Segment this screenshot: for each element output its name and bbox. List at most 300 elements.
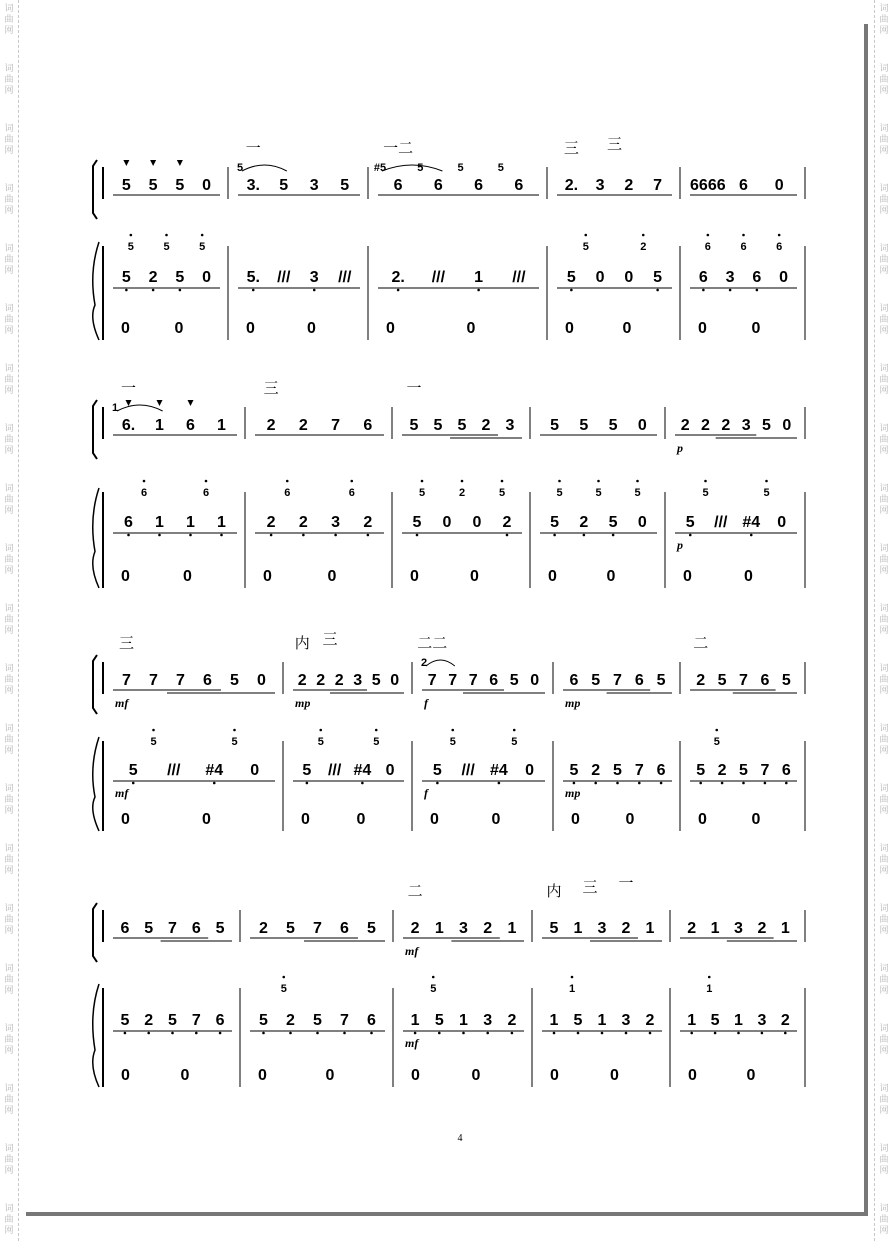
watermark-text: 词 曲 网 [879,484,889,516]
accomp-upper-note: 5 [418,487,426,499]
watermark-text: 词 曲 网 [879,184,889,216]
octave-dot-below [785,782,788,785]
melody-note: 6 [203,672,212,689]
page-number: 4 [457,1133,463,1144]
octave-dot-below [553,1032,556,1035]
accomp-middle-note: /// [461,762,475,779]
accomp-middle-note: 0 [595,269,605,286]
accomp-upper-note: 5 [702,487,709,499]
grace-note: 5 [457,162,464,174]
dynamic-marking: mp [565,786,581,800]
melody-note: 2 [757,920,767,937]
melody-note: 3 [741,417,751,434]
octave-dot-below [124,1032,127,1035]
accomp-middle-note: 5 [608,514,618,531]
fingering-mark: 三 [263,380,279,397]
melody-note: 5 [279,177,289,194]
melody-bracket [93,655,97,714]
accomp-middle-note: 1 [410,1012,420,1029]
accent-dot [205,480,208,483]
accent-dot [152,729,155,732]
melody-note: 3 [459,920,468,937]
accomp-middle-note: 7 [760,762,770,779]
accomp-middle-note: 5 [168,1012,177,1029]
fingering-mark: 二 [693,635,709,652]
melody-note: 2 [298,417,308,434]
octave-dot-below [601,1032,604,1035]
melody-note: 0 [530,672,540,689]
octave-dot-below [477,289,480,292]
watermark-text: 词 曲 网 [879,1204,889,1236]
accomp-lower-note: 0 [411,1067,420,1084]
octave-dot-below [750,534,753,537]
accomp-lower-note: 0 [325,1067,335,1084]
dynamic-marking: p [677,538,683,552]
melody-note: 5 [762,417,771,434]
accomp-middle-note: 5 [739,762,748,779]
watermark-text: 词 曲 网 [4,1204,14,1236]
accomp-upper-note: 6 [348,487,355,499]
melody-note: 5 [656,672,666,689]
watermark-text: 词 曲 网 [4,124,14,156]
watermark-text: 词 曲 网 [879,364,889,396]
watermark-text: 词 曲 网 [4,844,14,876]
accomp-middle-note: 3 [757,1012,767,1029]
accent-dot [461,480,464,483]
melody-bracket [93,160,97,219]
accomp-middle-note: 5 [434,1012,444,1029]
accomp-middle-note: 5 [120,1012,130,1029]
accomp-middle-note: 5 [128,762,138,779]
accent-dot [451,729,454,732]
melody-note: 1 [780,920,790,937]
octave-dot-below [570,289,573,292]
octave-dot-below [577,1032,580,1035]
accomp-lower-note: 0 [121,568,130,585]
melody-note: 6 [739,177,748,194]
melody-note: 2 [680,417,690,434]
octave-dot-below [553,534,556,537]
accomp-middle-note: 0 [385,762,395,779]
accomp-lower-note: 0 [746,1067,756,1084]
accomp-middle-note: 3 [483,1012,493,1029]
melody-note: 6 [186,417,195,434]
octave-dot-below [289,1032,292,1035]
watermark-text: 词 曲 网 [4,364,14,396]
melody-note: 5 [371,672,381,689]
accent-dot [130,234,133,237]
accomp-middle-note: 0 [624,269,634,286]
watermark-text: 词 曲 网 [4,424,14,456]
melody-note: 0 [257,672,266,689]
accent-dot [708,976,711,979]
accent-dot [201,234,204,237]
watermark-text: 词 曲 网 [879,1024,889,1056]
accomp-upper-note: 5 [511,736,518,748]
accent-dot [513,729,516,732]
melody-note: 1 [710,920,720,937]
melody-note: 6 [514,177,524,194]
watermark-text: 词 曲 网 [879,1144,889,1176]
watermark-text: 词 曲 网 [4,1084,14,1116]
melody-note: 2 [410,920,420,937]
melody-note: 5 [591,672,601,689]
slur [242,165,287,171]
melody-note: 6 [760,672,770,689]
fingering-mark: 内 [546,883,562,900]
accomp-middle-note: 5 [566,269,576,286]
octave-dot-below [511,1032,514,1035]
melody-note: 5 [148,177,158,194]
watermark-text: 词 曲 网 [4,604,14,636]
fingering-mark: 二二 [417,635,448,652]
accomp-upper-note: 6 [140,487,148,499]
melody-note: 7 [168,920,177,937]
watermark-text: 词 曲 网 [4,184,14,216]
accomp-lower-note: 0 [202,811,211,828]
octave-dot-below [316,1032,319,1035]
accent-dot [501,480,504,483]
accomp-middle-note: 1 [549,1012,559,1029]
melody-note: 7 [122,672,131,689]
fingering-mark: 三 [563,140,579,157]
melody-note: 5 [340,177,350,194]
accent-dot [165,234,168,237]
melody-note: 5 [509,672,519,689]
dynamic-marking: p [677,441,683,455]
accomp-middle-note: 0 [202,269,212,286]
accomp-upper-note: 5 [498,487,506,499]
octave-dot-below [702,289,705,292]
accomp-lower-note: 0 [698,811,707,828]
accomp-lower-note: 0 [606,568,616,585]
watermark-text: 词 曲 网 [879,784,889,816]
accomp-middle-note: /// [714,514,728,531]
watermark-text: 词 曲 网 [4,784,14,816]
accomp-lower-note: 0 [688,1067,697,1084]
watermark-text: 词 曲 网 [879,244,889,276]
accomp-upper-note: 5 [199,241,206,253]
melody-note: 2 [259,920,268,937]
accomp-middle-note: 0 [442,514,452,531]
fingering-mark: 三 [118,635,135,652]
octave-dot-below [179,289,182,292]
accomp-middle-note: 5 [412,514,422,531]
accomp-lower-note: 0 [258,1067,267,1084]
watermark-text: 词 曲 网 [879,964,889,996]
accomp-middle-note: 6 [752,269,762,286]
watermark-text: 词 曲 网 [4,544,14,576]
accent-dot [571,976,574,979]
watermark-text: 词 曲 网 [4,304,14,336]
accomp-middle-note: 5 [550,514,560,531]
octave-dot-below [158,534,161,537]
melody-note: 0 [637,417,647,434]
melody-note: 5 [144,920,154,937]
octave-dot-below [583,534,586,537]
octave-dot-below [343,1032,346,1035]
melody-note: 5 [215,920,225,937]
octave-dot-below [625,1032,628,1035]
melody-note: 6 [120,920,130,937]
accomp-middle-note: 5 [685,514,695,531]
accomp-middle-note: /// [327,762,342,779]
accomp-upper-note: 2 [640,241,647,253]
watermark-text: 词 曲 网 [879,1084,889,1116]
octave-dot-below [334,534,337,537]
accent-mark [123,160,129,166]
accomp-middle-note: 0 [525,762,535,779]
accomp-upper-note: 6 [776,241,783,253]
accomp-lower-note: 0 [625,811,635,828]
melody-note: 2 [624,177,634,194]
accomp-middle-note: 1 [474,269,484,286]
accomp-middle-note: /// [167,762,181,779]
octave-dot-below [438,1032,441,1035]
octave-dot-below [699,782,702,785]
accomp-lower-note: 0 [466,320,476,337]
accomp-upper-note: 6 [740,241,747,253]
accomp-upper-note: 5 [713,736,720,748]
melody-note: 2 [266,417,276,434]
octave-dot-below [486,1032,489,1035]
accomp-middle-note: 5. [246,269,260,286]
melody-note: 5 [286,920,295,937]
grace-note: 2 [420,657,428,669]
accomp-middle-note: 1 [186,514,195,531]
accomp-lower-note: 0 [180,1067,190,1084]
watermark-text: 词 曲 网 [4,64,14,96]
accent-dot [642,234,645,237]
octave-dot-below [219,1032,222,1035]
octave-dot-below [152,289,155,292]
octave-dot-below [462,1032,465,1035]
melody-note: 6 [363,417,373,434]
melody-note: 2 [334,672,344,689]
melody-note: 2 [297,672,307,689]
accomp-lower-note: 0 [571,811,580,828]
accomp-brace [93,984,99,1087]
dynamic-marking: f [424,786,428,800]
octave-dot-below [313,289,316,292]
accomp-middle-note: 6 [781,762,791,779]
accent-mark [177,160,183,166]
octave-dot-below [306,782,309,785]
octave-dot-below [573,782,576,785]
accomp-upper-note: 5 [595,487,602,499]
melody-note: 7 [739,672,748,689]
accomp-middle-note: 6 [656,762,666,779]
accomp-middle-note: 5 [569,762,579,779]
grace-note: 5 [417,162,424,174]
dynamic-marking: mf [115,786,129,800]
melody-note: 3 [505,417,515,434]
melody-note: 5 [230,672,239,689]
watermark-text: 词 曲 网 [4,1144,14,1176]
accomp-middle-note: 5 [613,762,622,779]
accomp-middle-note: 6 [367,1012,376,1029]
octave-dot-below [761,1032,764,1035]
accomp-middle-note: 6 [215,1012,225,1029]
watermark-text: 词 曲 网 [879,64,889,96]
accomp-lower-note: 0 [610,1067,619,1084]
melody-note: 6 [634,672,644,689]
melody-note: 2 [696,672,706,689]
accomp-middle-note: 5 [313,1012,322,1029]
melody-note: 6 [569,672,579,689]
accomp-middle-note: 7 [191,1012,201,1029]
melody-note: 3. [246,177,260,194]
accomp-upper-note: 5 [763,487,770,499]
melody-note: 6 [191,920,201,937]
octave-dot-below [689,534,692,537]
octave-dot-below [171,1032,174,1035]
watermark-text: 词 曲 网 [879,544,889,576]
melody-note: 0 [774,177,784,194]
melody-note: 7 [313,920,322,937]
melody-note: 6 [433,177,443,194]
slur [426,660,455,666]
accomp-lower-note: 0 [307,320,316,337]
octave-dot-below [252,289,255,292]
accomp-middle-note: 2 [363,514,373,531]
accomp-upper-note: 2 [458,487,466,499]
octave-dot-below [220,534,223,537]
accomp-middle-note: 6 [124,514,133,531]
melody-note: 5 [549,920,559,937]
melody-note: 0 [782,417,792,434]
melody-note: 5 [433,417,443,434]
melody-note: 6 [393,177,403,194]
accomp-middle-note: 0 [779,269,789,286]
dynamic-marking: mp [565,696,581,710]
accomp-lower-note: 0 [121,1067,130,1084]
dynamic-marking: mp [295,696,311,710]
octave-dot-below [195,1032,198,1035]
accomp-middle-note: 5 [175,269,185,286]
dynamic-marking: f [424,696,428,710]
octave-dot-below [784,1032,787,1035]
melody-note: 5 [781,672,791,689]
accomp-lower-note: 0 [470,568,479,585]
melody-note: 6666 [690,177,726,194]
accomp-lower-note: 0 [683,568,692,585]
accent-dot [778,234,781,237]
watermark-text: 词 曲 网 [879,4,889,36]
accomp-upper-note: 6 [704,241,711,253]
accomp-middle-note: 0 [777,514,787,531]
accent-dot [233,729,236,732]
accomp-middle-note: 5 [696,762,706,779]
accomp-middle-note: /// [338,269,352,286]
accomp-middle-note: #4 [353,762,372,779]
melody-note: 1 [434,920,444,937]
watermark-text: 词 曲 网 [4,904,14,936]
fingering-mark: 三 [322,631,338,648]
melody-note: 3 [597,920,607,937]
octave-dot-below [764,782,767,785]
melody-note: 6. [121,417,136,434]
accent-dot [350,480,353,483]
octave-dot-below [397,289,400,292]
accomp-middle-note: 2 [645,1012,655,1029]
watermark-text: 词 曲 网 [879,904,889,936]
accent-dot [704,480,707,483]
accent-dot [319,729,322,732]
slur [117,405,163,411]
accomp-lower-note: 0 [751,320,761,337]
melody-note: 5 [121,177,131,194]
accomp-middle-note: 3 [621,1012,631,1029]
melody-note: 5 [409,417,419,434]
accomp-lower-note: 0 [471,1067,481,1084]
grace-note: 1 [111,402,119,414]
accomp-middle-note: 2. [391,269,405,286]
accomp-middle-note: 0 [250,762,260,779]
watermark-text: 词 曲 网 [879,724,889,756]
accomp-upper-note: 1 [706,983,713,995]
octave-dot-below [213,782,216,785]
melody-note: 2 [481,417,491,434]
fingering-mark: 一 [120,380,137,397]
watermark-text: 词 曲 网 [879,304,889,336]
accomp-middle-note: 2 [502,514,512,531]
melody-note: 5 [608,417,618,434]
accomp-middle-note: #4 [205,762,224,779]
melody-note: 3 [734,920,743,937]
accomp-middle-note: 7 [340,1012,349,1029]
accomp-middle-note: /// [512,269,526,286]
melody-note: 6 [474,177,484,194]
accomp-middle-note: 2 [507,1012,517,1029]
octave-dot-below [690,1032,693,1035]
accent-dot [765,480,768,483]
accent-mark [188,400,194,406]
accent-dot [715,729,718,732]
melody-note: 6 [340,920,349,937]
fingering-mark: 三 [582,879,598,896]
accomp-middle-note: 2 [286,1012,295,1029]
octave-dot-below [506,534,509,537]
accomp-middle-note: 1 [687,1012,697,1029]
accent-dot [742,234,745,237]
accomp-lower-note: 0 [121,320,130,337]
slur [382,165,442,171]
octave-dot-below [370,1032,373,1035]
accomp-upper-note: 5 [150,736,157,748]
octave-dot-below [361,782,364,785]
octave-dot-below [721,782,724,785]
accomp-middle-note: 1 [217,514,226,531]
accomp-upper-note: 1 [568,983,576,995]
watermark-text: 词 曲 网 [4,964,14,996]
accomp-middle-note: 5 [653,269,663,286]
accomp-upper-note: 6 [202,487,210,499]
accomp-lower-note: 0 [548,568,557,585]
watermark-text: 词 曲 网 [4,1024,14,1056]
accomp-upper-note: 5 [634,487,641,499]
accomp-lower-note: 0 [550,1067,559,1084]
accent-dot [143,480,146,483]
watermark-text: 词 曲 网 [4,664,14,696]
watermark-text: 词 曲 网 [879,844,889,876]
octave-dot-below [742,782,745,785]
accomp-lower-note: 0 [386,320,395,337]
accomp-brace [93,488,99,588]
watermark-text: 词 曲 网 [879,664,889,696]
melody-note: 3 [595,177,605,194]
accomp-lower-note: 0 [744,568,753,585]
